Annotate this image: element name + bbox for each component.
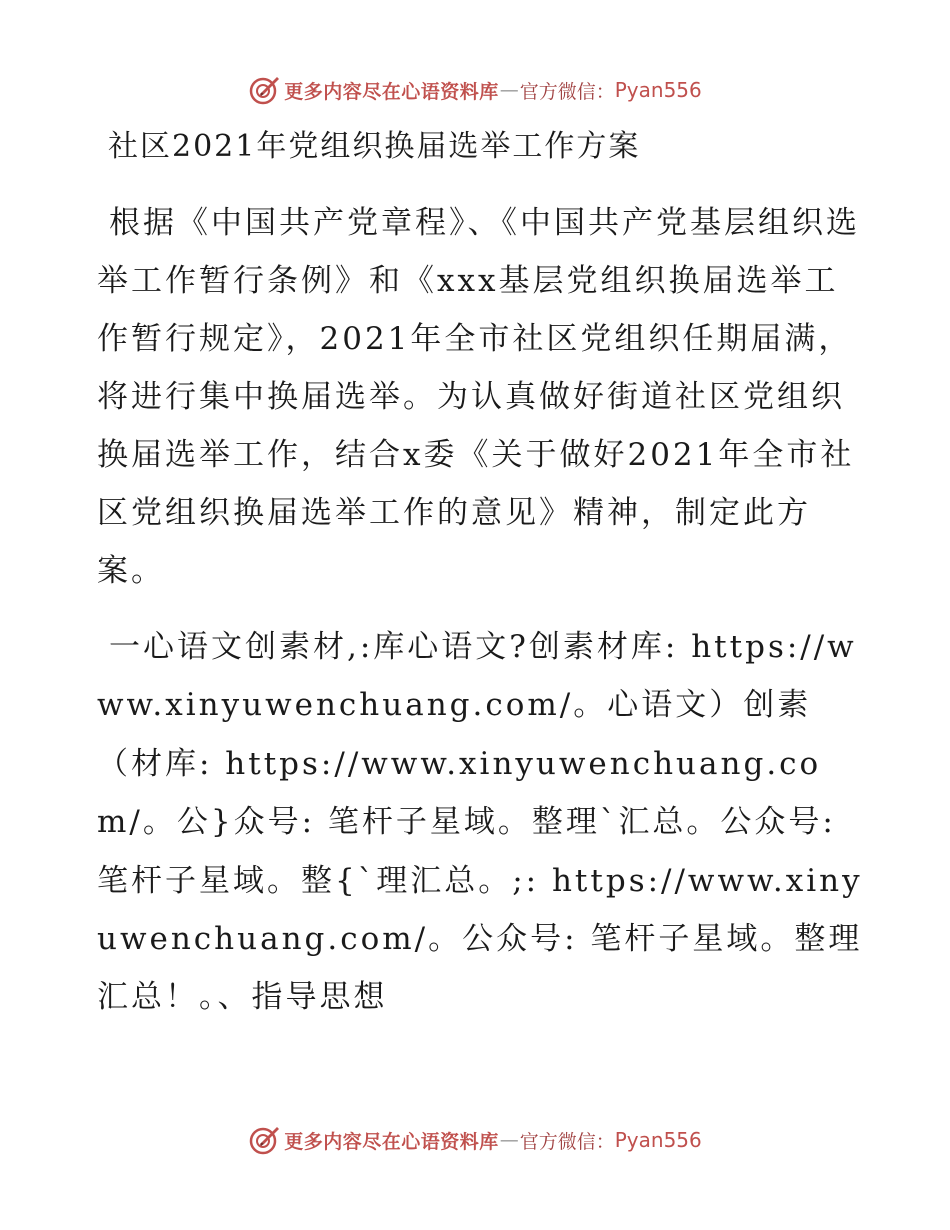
banner-wechat-label: 官方微信： (519, 80, 615, 103)
banner-wechat-id: Pyan556 (614, 1128, 702, 1152)
brush-pen-logo-icon (248, 1124, 280, 1156)
header-watermark-banner (0, 70, 950, 110)
banner-dash: — (499, 1129, 519, 1151)
body-paragraph: 根据《中国共产党章程》、《中国共产党基层组织选举工作暂行条例》和《xxx基层党组织换届选举工作暂行规定》，2021年全市社区党组织任期届满，将进行集中换届选举。为认真做好街道社区党组织换届选举工作，结合x委《关于做好2021年全市社区党组织换届选举工作的意见》精神，制定此方案。 (97, 205, 860, 589)
banner-main-text: 更多内容尽在心语资料库 (284, 80, 499, 103)
banner-wechat-id: Pyan556 (614, 78, 702, 102)
brush-pen-logo-icon (248, 74, 280, 106)
footer-watermark-banner (0, 1120, 950, 1160)
body-paragraph: 一心语文创素材,:库心语文?创素材库: https://www.xinyuwenchuang.com/。心语文）创素（材库: https://www.xinyuwenchuang.com/。公}众号: 笔杆子星域。整理`汇总。公众号: 笔杆子星域。整{`理汇总。;: https://www.xinyuwenchuang.com/。公众号: 笔杆子星域。整理汇总！。、指导思想 (97, 629, 863, 1016)
banner-wechat-label: 官方微信： (519, 1130, 615, 1153)
banner-dash: — (499, 79, 519, 101)
banner-main-text: 更多内容尽在心语资料库 (284, 1130, 499, 1153)
document-title: 社区2021年党组织换届选举工作方案 (108, 129, 641, 164)
